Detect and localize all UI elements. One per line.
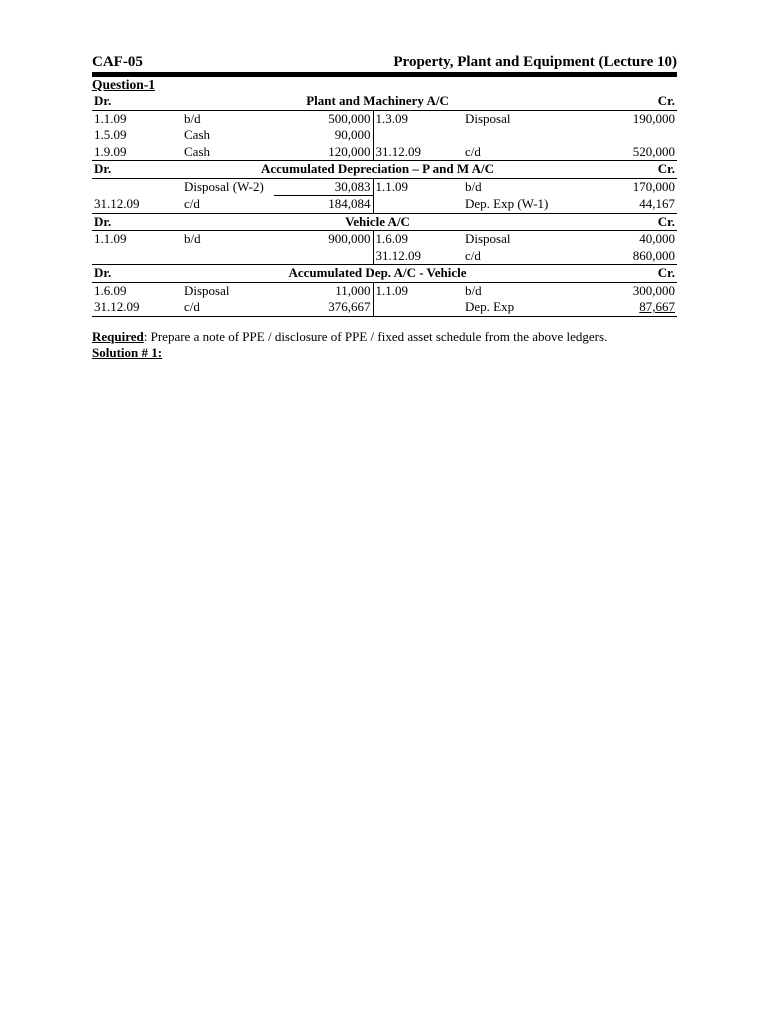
dr-particulars: c/d <box>182 299 274 316</box>
dr-particulars: Disposal (W-2) <box>184 179 264 194</box>
dr-particulars: Cash <box>182 144 274 161</box>
dr-amount <box>274 248 373 265</box>
ledger-plant-machinery <box>92 93 677 161</box>
page-header <box>92 52 677 72</box>
cr-date: 31.12.09 <box>373 248 463 265</box>
lecture-title: Property, Plant and Equipment (Lecture 10) <box>393 54 677 70</box>
ledger-title: Accumulated Dep. A/C - Vehicle <box>182 265 573 282</box>
dr-amount: 184,084 <box>274 196 373 214</box>
ledger-row <box>92 231 677 248</box>
cr-label: Cr. <box>573 265 677 282</box>
dr-particulars: b/d <box>184 110 201 126</box>
required-note <box>92 329 677 345</box>
dr-amount: 500,000 <box>274 110 373 127</box>
dr-date: 1.5.09 <box>94 127 127 142</box>
dr-date: 31.12.09 <box>92 196 182 214</box>
cr-date: 1.3.09 <box>375 110 408 126</box>
cr-date <box>373 196 463 214</box>
ledger-row <box>92 196 677 214</box>
cr-date: 31.12.09 <box>373 144 463 161</box>
dr-particulars: c/d <box>182 196 274 214</box>
dr-label: Dr. <box>92 93 182 110</box>
cr-date <box>373 127 463 144</box>
dr-date: 1.1.09 <box>94 110 127 126</box>
cr-particulars <box>463 127 573 144</box>
cr-particulars: c/d <box>463 248 573 265</box>
ledger-title: Plant and Machinery A/C <box>182 93 573 110</box>
ledger-row <box>92 127 677 144</box>
cr-date: 1.6.09 <box>375 231 408 246</box>
cr-particulars: Dep. Exp <box>463 299 573 316</box>
question-title: Question-1 <box>92 77 156 92</box>
dr-label: Dr. <box>92 265 182 282</box>
ledger-header <box>92 265 677 282</box>
cr-amount <box>573 127 677 144</box>
ledger-row <box>92 178 677 196</box>
cr-amount: 87,667 <box>573 299 677 316</box>
dr-date <box>92 178 182 196</box>
ledger-row <box>92 248 677 265</box>
dr-particulars <box>182 248 274 265</box>
course-code: CAF-05 <box>92 54 143 70</box>
cr-amount: 300,000 <box>632 282 675 298</box>
cr-date: 1.1.09 <box>375 282 408 298</box>
dr-date <box>92 248 182 265</box>
ledger-vehicle <box>92 214 677 266</box>
dr-date: 1.1.09 <box>94 231 127 246</box>
cr-label: Cr. <box>573 161 677 178</box>
cr-particulars: Disposal <box>465 231 511 246</box>
dr-label: Dr. <box>92 161 182 178</box>
ledger-accum-dep-vehicle <box>92 265 677 317</box>
dr-particulars: b/d <box>184 231 201 246</box>
cr-particulars: Disposal <box>465 110 511 126</box>
dr-label: Dr. <box>92 214 182 231</box>
ledger-header <box>92 93 677 110</box>
required-label: Required <box>92 328 144 344</box>
cr-particulars: b/d <box>465 179 482 194</box>
cr-particulars: Dep. Exp (W-1) <box>463 196 573 214</box>
dr-particulars: Disposal <box>184 282 230 298</box>
cr-label: Cr. <box>573 93 677 110</box>
dr-date: 31.12.09 <box>92 299 182 316</box>
cr-amount: 44,167 <box>573 196 677 214</box>
ledger-header <box>92 214 677 231</box>
document-page <box>92 52 677 361</box>
ledger-accum-dep-pm <box>92 161 677 214</box>
dr-amount: 376,667 <box>274 299 373 316</box>
ledger-row <box>92 144 677 161</box>
dr-particulars: Cash <box>184 127 210 142</box>
cr-amount: 190,000 <box>632 110 675 126</box>
cr-amount: 860,000 <box>573 248 677 265</box>
ledger-title: Vehicle A/C <box>182 214 573 231</box>
cr-date: 1.1.09 <box>375 179 408 194</box>
ledger-row <box>92 110 677 127</box>
solution-title: Solution # 1: <box>92 344 163 360</box>
dr-date: 1.9.09 <box>92 144 182 161</box>
dr-amount: 120,000 <box>274 144 373 161</box>
cr-particulars: b/d <box>465 282 482 298</box>
required-text: : Prepare a note of PPE / disclosure of PPE / fixed asset schedule from the above ledgers. <box>143 328 608 344</box>
cr-label: Cr. <box>573 214 677 231</box>
dr-date: 1.6.09 <box>94 282 127 298</box>
cr-amount: 170,000 <box>632 179 675 194</box>
cr-amount: 40,000 <box>639 231 675 246</box>
cr-particulars: c/d <box>463 144 573 161</box>
dr-amount: 30,083 <box>274 178 373 196</box>
ledger-row <box>92 282 677 299</box>
cr-date <box>373 299 463 316</box>
ledger-header <box>92 161 677 178</box>
dr-amount: 11,000 <box>274 282 373 299</box>
ledger-row <box>92 299 677 316</box>
dr-amount: 90,000 <box>274 127 373 144</box>
ledger-title: Accumulated Depreciation – P and M A/C <box>182 161 573 178</box>
cr-amount: 520,000 <box>573 144 677 161</box>
dr-amount: 900,000 <box>274 231 373 248</box>
